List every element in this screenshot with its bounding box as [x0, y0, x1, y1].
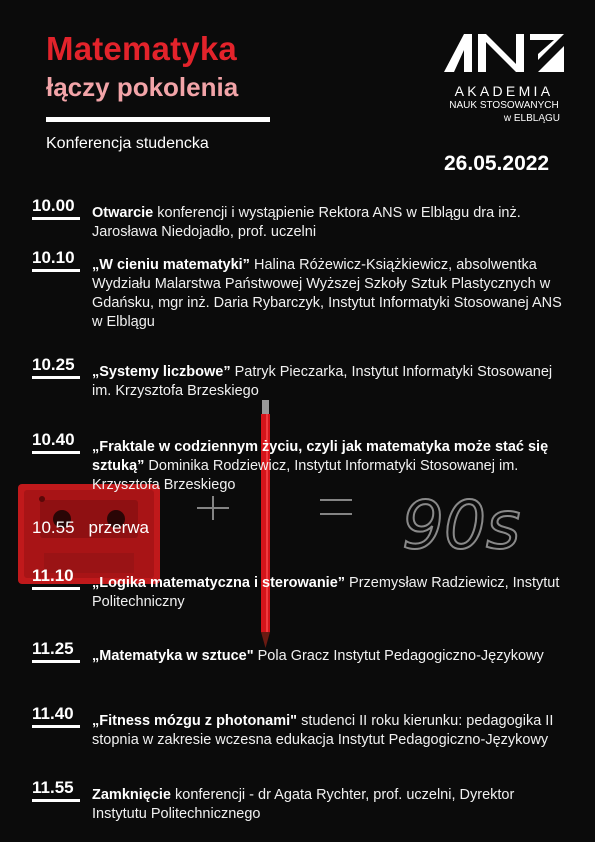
- agenda-text: [92, 363, 567, 401]
- agenda-time: 10.40: [32, 430, 75, 449]
- time-underline: [32, 217, 80, 220]
- agenda-title: „Fraktale w codziennym życiu, czyli jak matematyka może stać się sztuką”: [92, 439, 549, 474]
- ans-logo-icon: [442, 32, 566, 74]
- agenda-details: Pola Gracz Instytut Pedagogiczno-Językowy: [253, 648, 544, 664]
- agenda-time: 10.00: [32, 196, 75, 215]
- time-underline: [32, 799, 80, 802]
- agenda-text: [92, 204, 567, 242]
- break-time: 10.55: [32, 518, 75, 537]
- agenda-details: Halina Różewicz-Książkiewicz, absolwentka Wydziału Malarstwa Państwowej Wyższej Szkoły Sztuk Plastycznych w Gdańsku, mgr inż. Daria Rybarczyk, Instytut Informatyki Stosowanej ANS w Elblągu: [92, 257, 562, 330]
- agenda-time: 11.55: [32, 778, 74, 797]
- agenda-text: [92, 574, 567, 612]
- agenda-title: „Systemy liczbowe”: [92, 364, 231, 380]
- time-underline: [32, 587, 80, 590]
- title-underline: [46, 117, 270, 122]
- agenda-title: Zamknięcie: [92, 787, 171, 803]
- page-title: Matematyka: [46, 30, 237, 67]
- time-underline: [32, 451, 80, 454]
- agenda-text: [92, 786, 567, 824]
- logo-line3: w ELBLĄGU: [503, 113, 560, 124]
- time-underline: [32, 376, 80, 379]
- agenda-text: [92, 647, 567, 666]
- break-item: [32, 518, 149, 538]
- logo-name: AKADEMIA: [454, 83, 554, 99]
- agenda-time: 10.10: [32, 248, 75, 267]
- agenda-details: Dominika Rodziewicz, Instytut Informatyki Stosowanej im. Krzysztofa Brzeskiego: [92, 458, 519, 493]
- agenda-time: 11.10: [32, 566, 74, 585]
- time-underline: [32, 725, 80, 728]
- agenda-time: 11.40: [32, 704, 74, 723]
- chalk-marks-image: [197, 487, 520, 564]
- time-underline: [32, 660, 80, 663]
- agenda-details: konferencji - dr Agata Rychter, prof. uczelni, Dyrektor Instytutu Politechnicznego: [92, 787, 515, 822]
- agenda-title: „Logika matematyczna i sterowanie”: [92, 575, 346, 591]
- subtitle: Konferencja studencka: [46, 135, 209, 152]
- agenda-details: konferencji i wystąpienie Rektora ANS w Elblągu dra inż. Jarosława Niedojadło, prof. uczelni: [92, 205, 521, 240]
- agenda-details: Przemysław Radziewicz, Instytut Politechniczny: [92, 575, 560, 610]
- agenda-details: studenci II roku kierunku: pedagogika II stopnia w zakresie wczesna edukacja Instytut Pedagogiczno-Językowy: [92, 713, 554, 748]
- chalk-text: 90s: [402, 487, 521, 564]
- agenda-details: Patryk Pieczarka, Instytut Informatyki Stosowanej im. Krzysztofa Brzeskiego: [92, 364, 553, 399]
- time-underline: [32, 269, 80, 272]
- agenda-time: 10.25: [32, 355, 75, 374]
- agenda-time: 11.25: [32, 639, 74, 658]
- agenda-title: „Matematyka w sztuce": [92, 648, 254, 664]
- agenda-title: „W cieniu matematyki”: [92, 257, 250, 273]
- logo-line2: NAUK STOSOWANYCH: [449, 100, 559, 111]
- ans-logo: [442, 32, 566, 125]
- break-label: przerwa: [88, 518, 150, 537]
- agenda-text: [92, 438, 567, 495]
- page-title-line2: łączy pokolenia: [46, 72, 239, 102]
- event-date: 26.05.2022: [444, 152, 550, 175]
- agenda-title: „Fitness mózgu z photonami": [92, 713, 298, 729]
- agenda-text: [92, 256, 567, 332]
- agenda-text: [92, 712, 567, 750]
- agenda-title: Otwarcie: [92, 205, 154, 221]
